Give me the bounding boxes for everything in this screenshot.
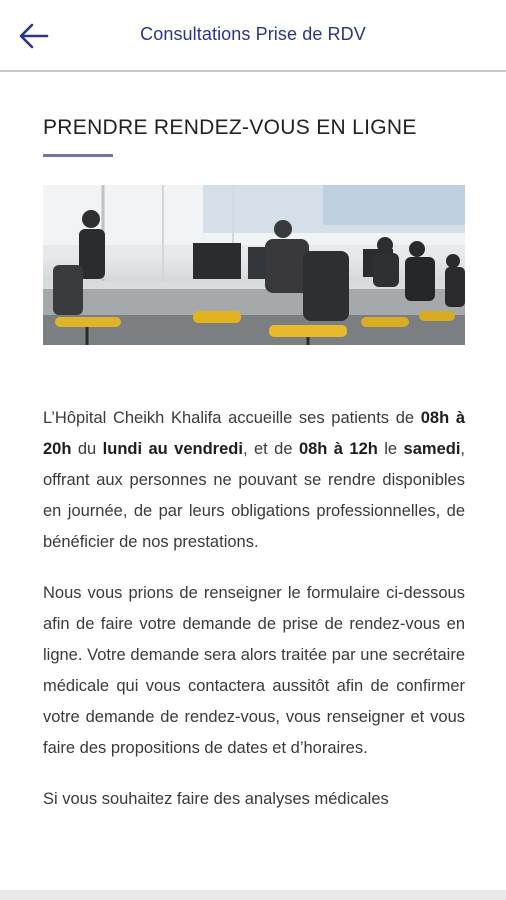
intro-text-1: L’Hôpital Cheikh Khalifa accueille ses patients de xyxy=(43,409,421,427)
intro-text-4: le xyxy=(377,440,404,458)
title-underline xyxy=(43,154,113,157)
page-title: PRENDRE RENDEZ-VOUS EN LIGNE xyxy=(43,116,417,139)
intro-text-3: , et de xyxy=(242,440,299,458)
intro-text-2: du xyxy=(71,440,103,458)
app-bar-title: Consultations Prise de RDV xyxy=(140,24,366,44)
intro-hours-weekday: 08h à 20h xyxy=(43,409,465,458)
intro-days-weekday: lundi au vendredi xyxy=(102,440,243,458)
intro-day-saturday: samedi xyxy=(403,440,461,458)
intro-text-5: , offrant aux personnes ne pouvant se rendre disponibles en journée, de par leurs obligations professionnelles, de bénéficier de nos prestations. xyxy=(43,440,466,551)
office-photo xyxy=(43,185,465,345)
office-photo-illustration xyxy=(43,185,465,345)
bottom-edge xyxy=(0,890,506,900)
analyses-paragraph: Si vous souhaitez faire des analyses médicales xyxy=(43,790,389,808)
form-instructions-paragraph: Nous vous prions de renseigner le formulaire ci-dessous afin de faire votre demande de prise de rendez-vous en ligne. Votre demande sera alors traitée par une secrétaire médicale qui vous contactera aussitôt afin de confirmer votre demande de rendez-vous, vous renseigner et vous faire des propositions de dates et d’horaires. xyxy=(43,584,465,757)
intro-hours-saturday: 08h à 12h xyxy=(298,440,378,458)
app-bar xyxy=(0,0,506,72)
intro-paragraph xyxy=(43,403,465,558)
page-content xyxy=(43,72,465,815)
